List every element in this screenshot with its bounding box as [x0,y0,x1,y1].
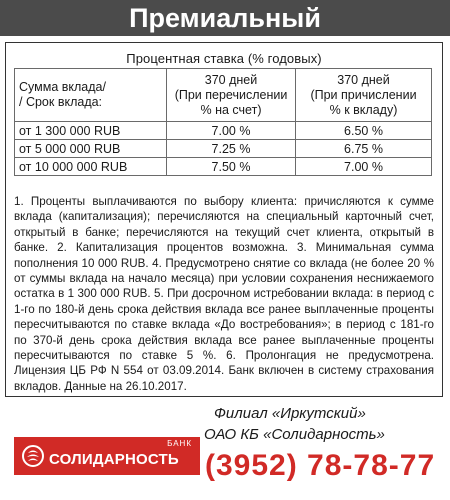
amount-cell: от 5 000 000 RUB [15,140,167,158]
rate-table [14,68,432,176]
table-row [15,158,432,176]
header-term-transfer: 370 дней (При перечислении % на счет) [167,69,296,122]
amount-cell: от 1 300 000 RUB [15,122,167,140]
page-title: Премиальный [0,0,450,36]
table-row [15,122,432,140]
terms-notes: 1. Проценты выплачиваются по выбору клиента: причисляются к сумме вклада (капитализация); перечисляются на специальный карточный счет, открытый в банке; перечисляются на текущий счет клиента, открытый в банке. 2. Капитализация процентов возможна. 3. Минимальная сумма пополнения 10 000 RUB. 4. Предусмотрено снятие со вклада (не более 20 % от суммы вклада на начало месяца) при условии сохранения неснижаемого остатка в 1 300 000 RUB. 5. При досрочном истребовании вклада: в период с 1-го по 180-й день срока действия вклада все ранее выплаченные проценты пересчитываются по ставке вклада «До востребования»; в период с 181-го по 370-й день срока действия вклада все ранее выплаченные проценты пересчитываются по ставке 5 %. 6. Пролонгация не предусмотрена. Лицензия ЦБ РФ N 554 от 03.09.2014. Банк включен в систему страхования вкладов. Данные на 26.10.2017. [14,195,434,393]
organization-name: ОАО КБ «Солидарность» [204,426,385,443]
amount-cell: от 10 000 000 RUB [15,158,167,176]
rate-transfer-cell: 7.50 % [167,158,296,176]
rate-table-title: Процентная ставка (% годовых) [126,51,322,66]
rate-transfer-cell: 7.00 % [167,122,296,140]
rate-capitalize-cell: 6.50 % [296,122,432,140]
rate-capitalize-cell: 7.00 % [296,158,432,176]
deposit-conditions-box [5,42,443,397]
logo-bank-label: БАНК [167,439,192,448]
table-header-row [15,69,432,122]
solidarnost-logo-icon [22,445,44,467]
branch-name: Филиал «Иркутский» [214,405,366,422]
header-term-capitalize: 370 дней (При причислении % к вкладу) [296,69,432,122]
phone-number: (3952) 78-78-77 [205,449,436,482]
header-amount-term: Сумма вклада/ / Срок вклада: [15,69,167,122]
rate-transfer-cell: 7.25 % [167,140,296,158]
rate-capitalize-cell: 6.75 % [296,140,432,158]
footer [0,400,450,500]
logo-bank-name: СОЛИДАРНОСТЬ [49,451,179,468]
bank-logo [14,437,200,475]
table-row [15,140,432,158]
